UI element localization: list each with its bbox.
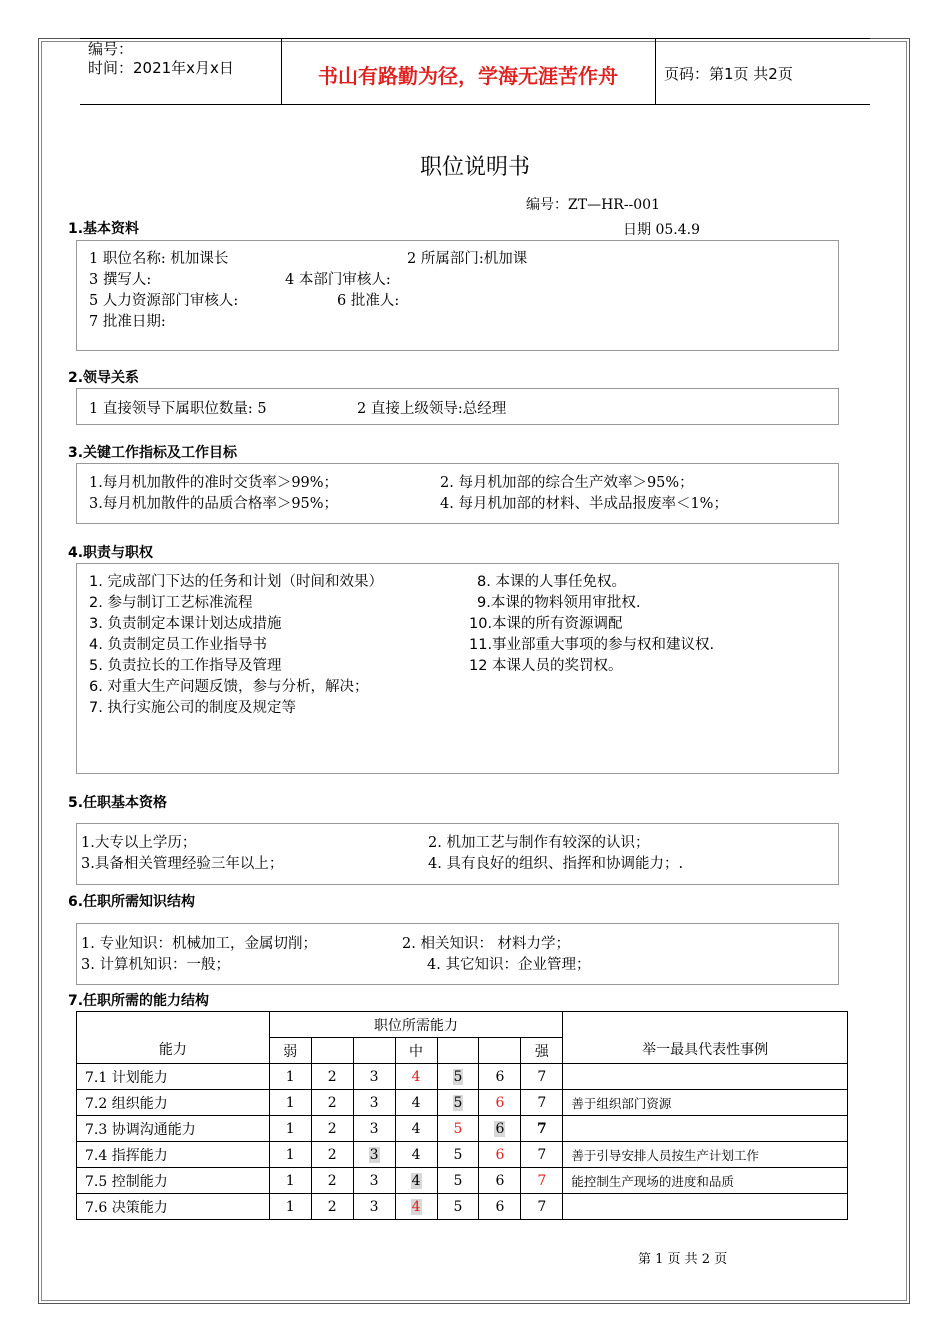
level-7: 7	[521, 1194, 563, 1220]
s3-item-2: 2. 每月机加部的综合生产效率＞95%；	[440, 475, 694, 491]
level-6: 6	[479, 1064, 521, 1090]
scale-weak: 弱	[269, 1038, 311, 1064]
header-top-line	[80, 38, 870, 39]
section-4-title: 4.职责与职权	[68, 545, 154, 561]
scale-mid: 中	[395, 1038, 437, 1064]
table-row	[77, 1116, 848, 1142]
section-1-title: 1.基本资料	[68, 221, 140, 237]
section-5-box	[76, 823, 839, 885]
ability-name: 7.2 组织能力	[77, 1090, 270, 1116]
level-5-value: 5	[453, 1120, 463, 1137]
s1-item-6: 6 批准人:	[337, 293, 400, 309]
s4-left-4: 4. 负责制定员工作业指导书	[89, 637, 267, 653]
level-7: 7	[521, 1064, 563, 1090]
section-5-title: 5.任职基本资格	[68, 795, 168, 811]
level-5	[437, 1090, 479, 1116]
level-6-value: 6	[495, 1094, 505, 1111]
level-1: 1	[269, 1194, 311, 1220]
scale-blank-6	[479, 1038, 521, 1064]
s1-item-5: 5 人力资源部门审核人:	[89, 293, 239, 309]
scale-blank-5	[437, 1038, 479, 1064]
scale-strong: 强	[521, 1038, 563, 1064]
col-example-header: 举一最具代表性事例	[563, 1012, 848, 1064]
section-6-title: 6.任职所需知识结构	[68, 894, 196, 910]
section-1-box	[76, 240, 839, 351]
level-4	[395, 1194, 437, 1220]
level-6-value: 6	[495, 1120, 505, 1137]
s2-item-1: 1 直接领导下属职位数量: 5	[89, 401, 267, 417]
s1-item-7: 7 批准日期:	[89, 314, 166, 330]
s6-item-3: 3. 计算机知识：一般；	[81, 957, 230, 973]
header-page-info: 页码：第1页 共2页	[664, 65, 793, 83]
level-4	[395, 1168, 437, 1194]
s4-right-9: 9.本课的物料领用审批权.	[477, 595, 641, 611]
s4-right-11: 11.事业部重大事项的参与权和建议权.	[469, 637, 715, 653]
level-6	[479, 1116, 521, 1142]
level-2: 2	[311, 1168, 353, 1194]
ability-example	[563, 1194, 848, 1220]
level-3: 3	[353, 1090, 395, 1116]
level-7: 7	[521, 1090, 563, 1116]
level-1: 1	[269, 1064, 311, 1090]
header-motto: 书山有路勤为径，学海无涯苦作舟	[318, 64, 618, 88]
level-1: 1	[269, 1090, 311, 1116]
level-4-value: 4	[411, 1068, 421, 1085]
col-ability-header: 能力	[77, 1012, 270, 1064]
document-title: 职位说明书	[419, 155, 530, 180]
section-4-box	[76, 563, 839, 774]
s4-right-10: 10.本课的所有资源调配	[469, 616, 623, 632]
level-6	[479, 1142, 521, 1168]
level-4	[395, 1064, 437, 1090]
ability-example: 能控制生产现场的进度和品质	[563, 1168, 848, 1194]
ability-name: 7.1 计划能力	[77, 1064, 270, 1090]
document-number: 编号：ZT—HR--001	[526, 197, 660, 213]
s5-item-4: 4. 具有良好的组织、指挥和协调能力；.	[428, 856, 684, 872]
level-7: 7	[521, 1142, 563, 1168]
s5-item-3: 3.具备相关管理经验三年以上；	[81, 856, 284, 872]
ability-table	[76, 1011, 848, 1220]
s4-left-6: 6. 对重大生产问题反馈，参与分析，解决；	[89, 679, 369, 695]
ability-example: 善于引导安排人员按生产计划工作	[563, 1142, 848, 1168]
level-5	[437, 1064, 479, 1090]
table-row	[77, 1090, 848, 1116]
header-divider-right	[655, 38, 656, 104]
level-4: 4	[395, 1090, 437, 1116]
level-6-value: 6	[495, 1146, 505, 1163]
level-5: 5	[437, 1168, 479, 1194]
level-7-value: 7	[537, 1172, 547, 1189]
s1-item-1: 1 职位名称: 机加课长	[89, 251, 229, 267]
s3-item-3: 3.每月机加散件的品质合格率＞95%；	[89, 496, 339, 512]
section-7-title: 7.任职所需的能力结构	[68, 993, 210, 1009]
document-date: 日期 05.4.9	[623, 222, 700, 238]
level-5-value: 5	[453, 1068, 463, 1085]
level-1: 1	[269, 1116, 311, 1142]
level-2: 2	[311, 1142, 353, 1168]
level-3: 3	[353, 1168, 395, 1194]
header-number-label: 编号：	[88, 40, 134, 58]
s6-item-4: 4. 其它知识：企业管理；	[427, 957, 591, 973]
level-1: 1	[269, 1142, 311, 1168]
col-required-header: 职位所需能力	[269, 1012, 563, 1038]
s3-item-1: 1.每月机加散件的准时交货率＞99%；	[89, 475, 339, 491]
s1-item-3: 3 撰写人:	[89, 272, 152, 288]
s2-item-2: 2 直接上级领导:总经理	[357, 401, 507, 417]
level-5: 5	[437, 1194, 479, 1220]
s4-right-8: 8. 本课的人事任免权。	[477, 574, 626, 590]
table-row	[77, 1064, 848, 1090]
s1-item-2: 2 所属部门:机加课	[407, 251, 528, 267]
s4-left-1: 1. 完成部门下达的任务和计划（时间和效果）	[89, 574, 383, 590]
ability-name: 7.3 协调沟通能力	[77, 1116, 270, 1142]
level-3-value: 3	[369, 1146, 379, 1163]
level-6: 6	[479, 1168, 521, 1194]
s1-item-4: 4 本部门审核人:	[285, 272, 391, 288]
level-5	[437, 1116, 479, 1142]
section-3-box	[76, 463, 839, 524]
ability-name: 7.6 决策能力	[77, 1194, 270, 1220]
scale-blank-2	[311, 1038, 353, 1064]
level-4-value: 4	[411, 1172, 421, 1189]
ability-name: 7.5 控制能力	[77, 1168, 270, 1194]
s6-item-1: 1. 专业知识：机械加工，金属切削；	[81, 936, 317, 952]
section-3-title: 3.关键工作指标及工作目标	[68, 445, 238, 461]
level-3: 3	[353, 1116, 395, 1142]
level-1: 1	[269, 1168, 311, 1194]
section-6-box	[76, 923, 839, 985]
level-5: 5	[437, 1142, 479, 1168]
s4-left-3: 3. 负责制定本课计划达成措施	[89, 616, 282, 632]
ability-example	[563, 1064, 848, 1090]
s5-item-2: 2. 机加工艺与制作有较深的认识；	[428, 835, 650, 851]
ability-example	[563, 1116, 848, 1142]
section-2-title: 2.领导关系	[68, 370, 140, 386]
table-row	[77, 1194, 848, 1220]
s5-item-1: 1.大专以上学历；	[81, 835, 197, 851]
s4-right-12: 12 本课人员的奖罚权。	[469, 658, 623, 674]
level-4: 4	[395, 1142, 437, 1168]
header-time-label: 时间：2021年x月x日	[88, 59, 234, 77]
ability-name: 7.4 指挥能力	[77, 1142, 270, 1168]
level-7	[521, 1168, 563, 1194]
header-left	[88, 40, 234, 78]
section-2-box	[76, 388, 839, 425]
level-4-value: 4	[411, 1198, 421, 1215]
level-7: 7	[521, 1116, 563, 1142]
level-2: 2	[311, 1064, 353, 1090]
s4-left-7: 7. 执行实施公司的制度及规定等	[89, 700, 296, 716]
level-4: 4	[395, 1116, 437, 1142]
page-footer: 第 1 页 共 2 页	[638, 1252, 728, 1267]
table-row	[77, 1168, 848, 1194]
level-2: 2	[311, 1090, 353, 1116]
level-6	[479, 1090, 521, 1116]
level-3: 3	[353, 1194, 395, 1220]
s4-left-5: 5. 负责拉长的工作指导及管理	[89, 658, 282, 674]
level-3	[353, 1142, 395, 1168]
level-3: 3	[353, 1064, 395, 1090]
s4-left-2: 2. 参与制订工艺标准流程	[89, 595, 253, 611]
s6-item-2: 2. 相关知识： 材料力学；	[402, 936, 571, 952]
header-bottom-line	[80, 104, 870, 105]
scale-blank-3	[353, 1038, 395, 1064]
level-6: 6	[479, 1194, 521, 1220]
ability-example: 善于组织部门资源	[563, 1090, 848, 1116]
table-row	[77, 1142, 848, 1168]
s3-item-4: 4. 每月机加部的材料、半成品报废率＜1%；	[440, 496, 728, 512]
level-2: 2	[311, 1116, 353, 1142]
level-5-value: 5	[453, 1094, 463, 1111]
level-2: 2	[311, 1194, 353, 1220]
